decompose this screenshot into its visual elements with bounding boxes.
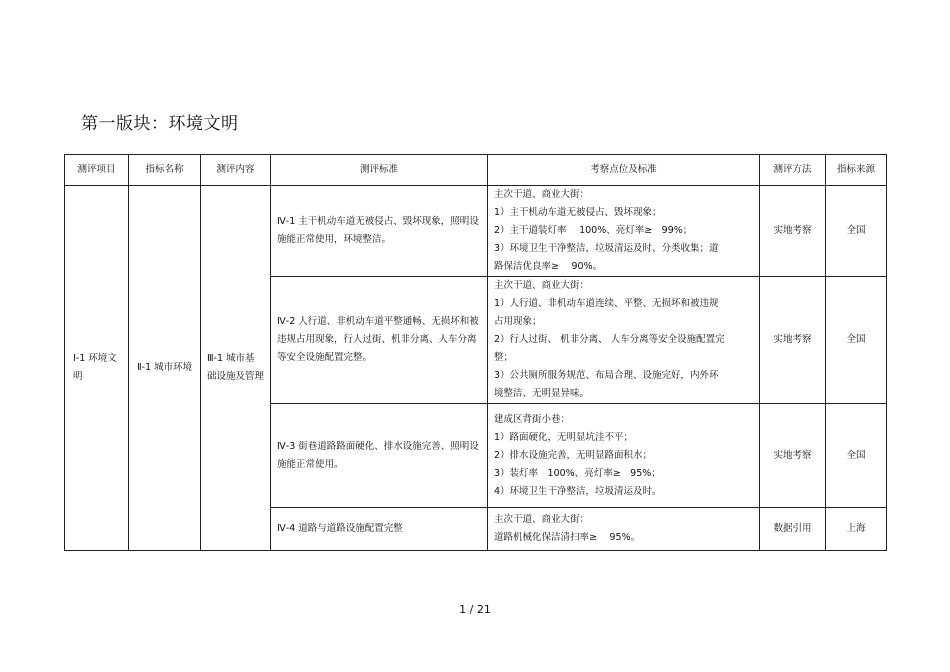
criteria-line: 主次干道、商业大街： [494,514,590,525]
header-cell: 测评标准 [271,155,488,186]
method-cell: 数据引用 [760,508,826,551]
table-header-row [65,155,887,186]
criteria-cell [488,508,760,551]
header-cell: 测评内容 [201,155,271,186]
criteria-line: 建成区背街小巷： [494,413,571,425]
criteria-line: 整； [494,352,514,363]
criteria-line: 1）人行道、非机动车道连续、平整、无损坏和被违规 [494,298,719,309]
method-cell: 实地考察 [760,186,826,277]
standard-cell: Ⅳ-1 主干机动车道无被侵占、毁坏现象，照明设施能正常使用，环境整洁。 [271,186,488,277]
indicator-cell: Ⅱ-1 城市环境 [129,186,201,551]
criteria-line: 2）行人过街、 机非分离、 人车分离等安全设施配置完 [494,334,725,345]
criteria-line: 2）排水设施完善，无明显路面积水； [494,449,653,461]
table-row [65,186,887,277]
criteria-cell [488,186,760,277]
section-heading: 第一版块：环境文明 [81,114,239,134]
source-cell: 全国 [826,277,887,404]
project-cell: Ⅰ-1 环境文明 [65,186,129,551]
source-cell: 全国 [826,404,887,508]
criteria-line: 境整洁、无明显异味。 [494,388,590,399]
source-cell: 上海 [826,508,887,551]
header-cell: 测评方法 [760,155,826,186]
criteria-line: 3）公共厕所服务规范、布局合理、设施完好，内外环 [494,370,719,381]
criteria-cell [488,404,760,508]
header-cell: 考察点位及标准 [488,155,760,186]
standard-cell: Ⅳ-4 道路与道路设施配置完整 [271,508,488,551]
method-cell: 实地考察 [760,277,826,404]
content-cell: Ⅲ-1 城市基础设施及管理 [201,186,271,551]
method-cell: 实地考察 [760,404,826,508]
criteria-line: 主次干道、商业大街： [494,189,590,200]
criteria-line: 主次干道、商业大街： [494,280,590,291]
criteria-line: 路保洁优良率≥ 90%。 [494,261,603,272]
header-cell: 测评项目 [65,155,129,186]
criteria-line: 道路机械化保洁清扫率≥ 95%。 [494,532,641,543]
page-number: 1 / 21 [459,603,491,616]
criteria-cell [488,277,760,404]
criteria-line: 3）环境卫生干净整洁，垃圾清运及时、分类收集；道 [494,243,719,254]
evaluation-table [64,154,887,551]
header-cell: 指标名称 [129,155,201,186]
criteria-line: 3）装灯率 100%、亮灯率≥ 95%； [494,467,661,479]
criteria-line: 占用现象； [494,316,542,327]
criteria-line: 1）主干机动车道无被侵占、毁坏现象； [494,207,662,218]
criteria-line: 2）主干道装灯率 100%、亮灯率≥ 99%； [494,225,693,236]
criteria-line: 1）路面硬化，无明显坑洼不平； [494,431,634,443]
criteria-line: 4）环境卫生干净整洁，垃圾清运及时。 [494,485,662,497]
standard-cell: Ⅳ-3 街巷道路路面硬化、排水设施完善、照明设施能正常使用。 [271,404,488,508]
header-cell: 指标来源 [826,155,887,186]
standard-cell: Ⅳ-2 人行道、非机动车道平整通畅、无损坏和被违规占用现象，行人过街、机非分离、人车分离等安全设施配置完整。 [271,277,488,404]
source-cell: 全国 [826,186,887,277]
